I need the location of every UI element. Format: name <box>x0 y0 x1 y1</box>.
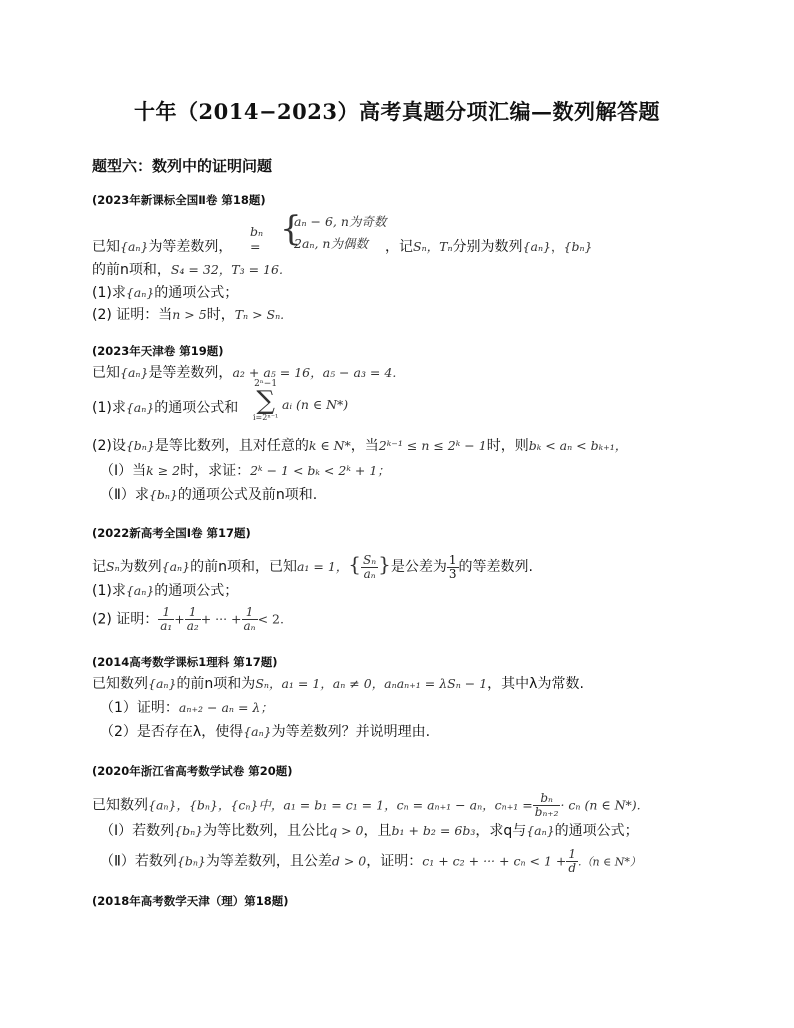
sigma-symbol: ∑ <box>256 386 275 416</box>
fraction: $\frac{1}{d}$ <box>568 847 577 875</box>
sub-question-1: （Ⅰ）当k ≥ 2时，求证：2ᵏ − 1 < bₖ < 2ᵏ + 1； <box>100 463 390 479</box>
question-1: (1)求{aₙ}的通项公式； <box>92 583 239 599</box>
fraction: $\frac{1}{3}$ <box>448 552 457 581</box>
question-2: (2)设{bₙ}是等比数列，且对任意的k ∈ N*，当2ᵏ⁻¹ ≤ n ≤ 2ᵏ − 1时，则bₖ < aₙ < bₖ₊₁， <box>92 438 628 454</box>
problem-line: 已知数列{aₙ}，{bₙ}，{cₙ}中，a₁ = b₁ = c₁ = 1，cₙ = aₙ₊₁ − aₙ，cₙ₊₁ = $\frac{\text{bₙ}}{\text{bₙ₊₂}}$ · cₙ (n ∈ N*). <box>92 791 641 819</box>
section-heading: 题型六：数列中的证明问题 <box>92 157 273 175</box>
problem-line: 已知{aₙ}是等差数列，a₂ + a₅ = 16，a₅ − a₃ = 4. <box>92 365 397 381</box>
question-1: (1)求{aₙ}的通项公式和 <box>92 400 239 416</box>
question-2: (2) 证明： $\frac{1}{\text{a₁}}$ + $\frac{1}{\text{a₂}}$ + ··· + $\frac{1}{\text{aₙ}}$ < 2. <box>92 605 284 633</box>
sum-body: aᵢ (n ∈ N*) <box>282 397 349 412</box>
sub-question-1: （Ⅰ）若数列{bₙ}为等比数列，且公比q > 0，且b₁ + b₂ = 6b₃，求q与{aₙ}的通项公式； <box>100 823 639 839</box>
fraction: $\frac{1}{\text{a₂}}$ <box>186 605 199 633</box>
question-2: (2) 证明：当n > 5时，Tₙ > Sₙ. <box>92 307 285 323</box>
problem-line: 已知数列{aₙ}的前n项和为Sₙ，a₁ = 1，aₙ ≠ 0，aₙaₙ₊₁ = λSₙ − 1，其中λ为常数. <box>92 676 584 692</box>
problem-line: ，记Sₙ，Tₙ分别为数列{aₙ}，{bₙ} <box>385 239 593 255</box>
problem-source: (2023年新课标全国Ⅱ卷 第18题) <box>92 193 266 207</box>
problem-source: (2020年浙江省高考数学试卷 第20题) <box>92 764 293 778</box>
problem-source: (2023年天津卷 第19题) <box>92 344 224 358</box>
summation: 2ⁿ−1 ∑ i=2ⁿ⁻¹ <box>253 379 279 422</box>
problem-source: (2022新高考全国Ⅰ卷 第17题) <box>92 526 251 540</box>
question-2: （2）是否存在λ，使得{aₙ}为等差数列？并说明理由. <box>100 724 431 740</box>
page-title: 十年（2014−2023）高考真题分项汇编—数列解答题 <box>134 99 660 124</box>
sub-question-2: （Ⅱ）若数列{bₙ}为等差数列，且公差d > 0，证明：c₁ + c₂ + ··· + cₙ < 1 + $\frac{1}{d}$ .（n ∈ N*） <box>100 847 641 875</box>
fraction: $\frac{1}{\text{a₁}}$ <box>160 605 173 633</box>
problem-line: 的前n项和，S₄ = 32，T₃ = 16. <box>92 262 283 278</box>
fraction: $\frac{\text{Sₙ}}{\text{aₙ}}$ <box>363 552 377 581</box>
fraction: $\frac{\text{bₙ}}{\text{bₙ₊₂}}$ <box>534 791 559 819</box>
problem-source: (2014高考数学课标1理科 第17题) <box>92 655 278 669</box>
problem-source: (2018年高考数学天津（理）第18题) <box>92 894 289 908</box>
problem-line: 已知{aₙ}为等差数列， <box>92 239 233 255</box>
fraction: $\frac{1}{\text{aₙ}}$ <box>243 605 256 633</box>
document-page: 十年（2014−2023）高考真题分项汇编—数列解答题 题型六：数列中的证明问题 (2023年新课标全国Ⅱ卷 第18题) bₙ = { aₙ − 6, n为奇数 2aₙ, n为偶数 已知{aₙ}为等差数列， ，记Sₙ，Tₙ分别为数列{aₙ}，{bₙ} 的前n项和，S₄ = 32，T₃ = 16. (1)求{aₙ}的通项公式； (2) 证明：当n > 5时，Tₙ > Sₙ. (2023年天津卷 第19题) 已知{aₙ}是等差数列，a₂ + a₅ = 16，a₅ − a₃ = 4. 2ⁿ−1 ∑ i=2ⁿ⁻¹ (1)求{aₙ}的通项公式和 aᵢ (n ∈ N*) (2)设{bₙ}是等比数列，且对任意的k ∈ N*，当2ᵏ⁻¹ ≤ n ≤ 2ᵏ − 1时，则bₖ < aₙ < bₖ₊₁， （Ⅰ）当k ≥ 2时，求证：2ᵏ − 1 < bₖ < 2ᵏ + 1； （Ⅱ）求{bₙ}的通项公式及前n项和. (2022新高考全国Ⅰ卷 第17题) 记Sₙ为数列{aₙ}的前n项和，已知a₁ = 1，{ $\frac{\text{Sₙ}}{\text{aₙ}}$ }是公差为 $\frac{1}{3}$ 的等差数列. (1)求{aₙ}的通项公式； (2) 证明： $\frac{1}{\text{a₁}}$ + $\frac{1}{\text{a₂}}$ + ··· + $\frac{1}{\text{aₙ}}$ < 2. (2014高考数学课标1理科 第17题) 已知数列{aₙ}的前n项和为Sₙ，a₁ = 1，aₙ ≠ 0，aₙaₙ₊₁ = λSₙ − 1，其中λ为常数. （1）证明：aₙ₊₂ − aₙ = λ； （2）是否存在λ，使得{aₙ}为等差数列？并说明理由. (2020年浙江省高考数学试卷 第20题) 已知数列{aₙ}，{bₙ}，{cₙ}中，a₁ = b₁ = c₁ = 1，cₙ = aₙ₊₁ − aₙ，cₙ₊₁ = $\frac{\text{bₙ}}{\text{bₙ₊₂}}$ · cₙ (n ∈ N*). （Ⅰ）若数列{bₙ}为等比数列，且公比q > 0，且b₁ + b₂ = 6b₃，求q与{aₙ}的通项公式； （Ⅱ）若数列{bₙ}为等差数列，且公差d > 0，证明：c₁ + c₂ + ··· + cₙ < 1 + $\frac{1}{d}$ .（n ∈ N*） (2018年高考数学天津（理）第18题) <box>0 0 794 1028</box>
left-brace: { <box>280 209 302 249</box>
question-1: （1）证明：aₙ₊₂ − aₙ = λ； <box>100 700 273 716</box>
question-1: (1)求{aₙ}的通项公式； <box>92 285 239 301</box>
sub-question-2: （Ⅱ）求{bₙ}的通项公式及前n项和. <box>100 487 318 503</box>
problem-line: 记Sₙ为数列{aₙ}的前n项和，已知a₁ = 1，{ $\frac{\text{Sₙ}}{\text{aₙ}}$ }是公差为 $\frac{1}{3}$ 的等差数列. <box>92 552 533 581</box>
